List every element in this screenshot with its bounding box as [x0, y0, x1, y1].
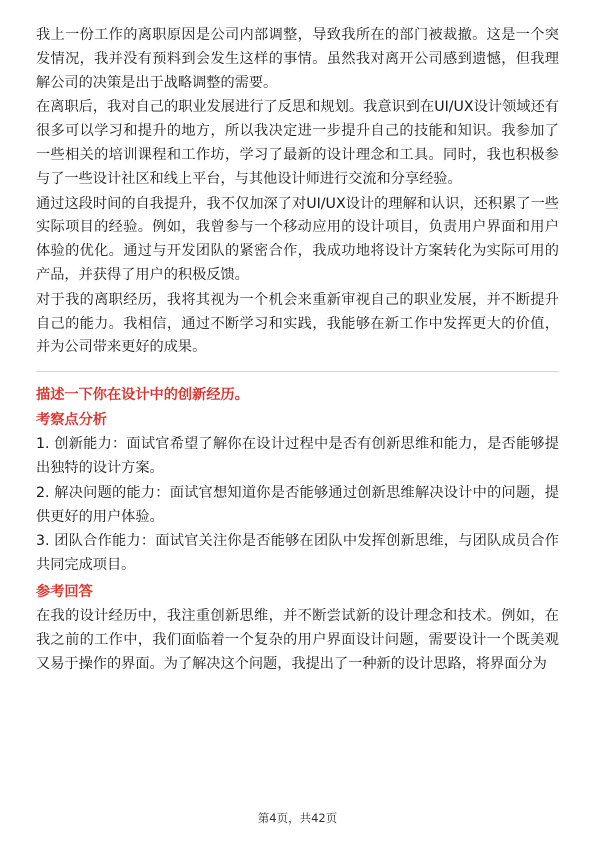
analysis-point-3: 3. 团队合作能力：面试官关注你是否能够在团队中发挥创新思维，与团队成员合作共同完成项目。 [36, 533, 559, 574]
body-paragraph-1: 我上一份工作的离职原因是公司内部调整，导致我所在的部门被裁撤。这是一个突发情况，我并没有预料到会发生这样的事情。虽然我对离开公司感到遗憾，但我理解公司的决策是出于战略调整的需要。 [36, 27, 559, 91]
analysis-point-1: 1. 创新能力：面试官希望了解你在设计过程中是否有创新思维和能力，是否能够提出独特的设计方案。 [36, 436, 559, 476]
answer-heading: 参考回答 [36, 583, 93, 600]
analysis-points [36, 433, 559, 578]
answer-paragraph: 在我的设计经历中，我注重创新思维，并不断尝试新的设计理念和技术。例如，在我之前的工作中，我们面临着一个复杂的用户界面设计问题，需要设计一个既美观又易于操作的界面。为了解决这个问题，我提出了一种新的设计思路，将界面分为 [36, 607, 559, 672]
question-heading: 描述一下你在设计中的创新经历。 [36, 387, 249, 404]
analysis-point-2: 2. 解决问题的能力：面试官想知道你是否能够通过创新思维解决设计中的问题，提供更好的用户体验。 [36, 484, 559, 525]
section-divider [36, 371, 559, 372]
body-paragraph-3: 通过这段时间的自我提升，我不仅加深了对UI/UX设计的理解和认识，还积累了一些实际项目的经验。例如，我曾参与一个移动应用的设计项目，负责用户界面和用户体验的优化。通过与开发团队的紧密合作，我成功地将设计方案转化为实际可用的产品，并获得了用户的积极反馈。 [36, 195, 559, 283]
analysis-heading: 考察点分析 [36, 412, 107, 429]
body-paragraph-4: 对于我的离职经历，我将其视为一个机会来重新审视自己的职业发展，并不断提升自己的能力。我相信，通过不断学习和实践，我能够在新工作中发挥更大的价值，并为公司带来更好的成果。 [36, 291, 559, 356]
document-page [36, 24, 559, 677]
body-paragraph-2: 在离职后，我对自己的职业发展进行了反思和规划。我意识到在UI/UX设计领域还有很多可以学习和提升的地方，所以我决定进一步提升自己的技能和知识。我参加了一些相关的培训课程和工作坊，学习了最新的设计理念和工具。同时，我也积极参与了一些设计社区和线上平台，与其他设计师进行交流和分享经验。 [36, 99, 559, 187]
page-footer: 第4页，共42页 [257, 811, 338, 825]
